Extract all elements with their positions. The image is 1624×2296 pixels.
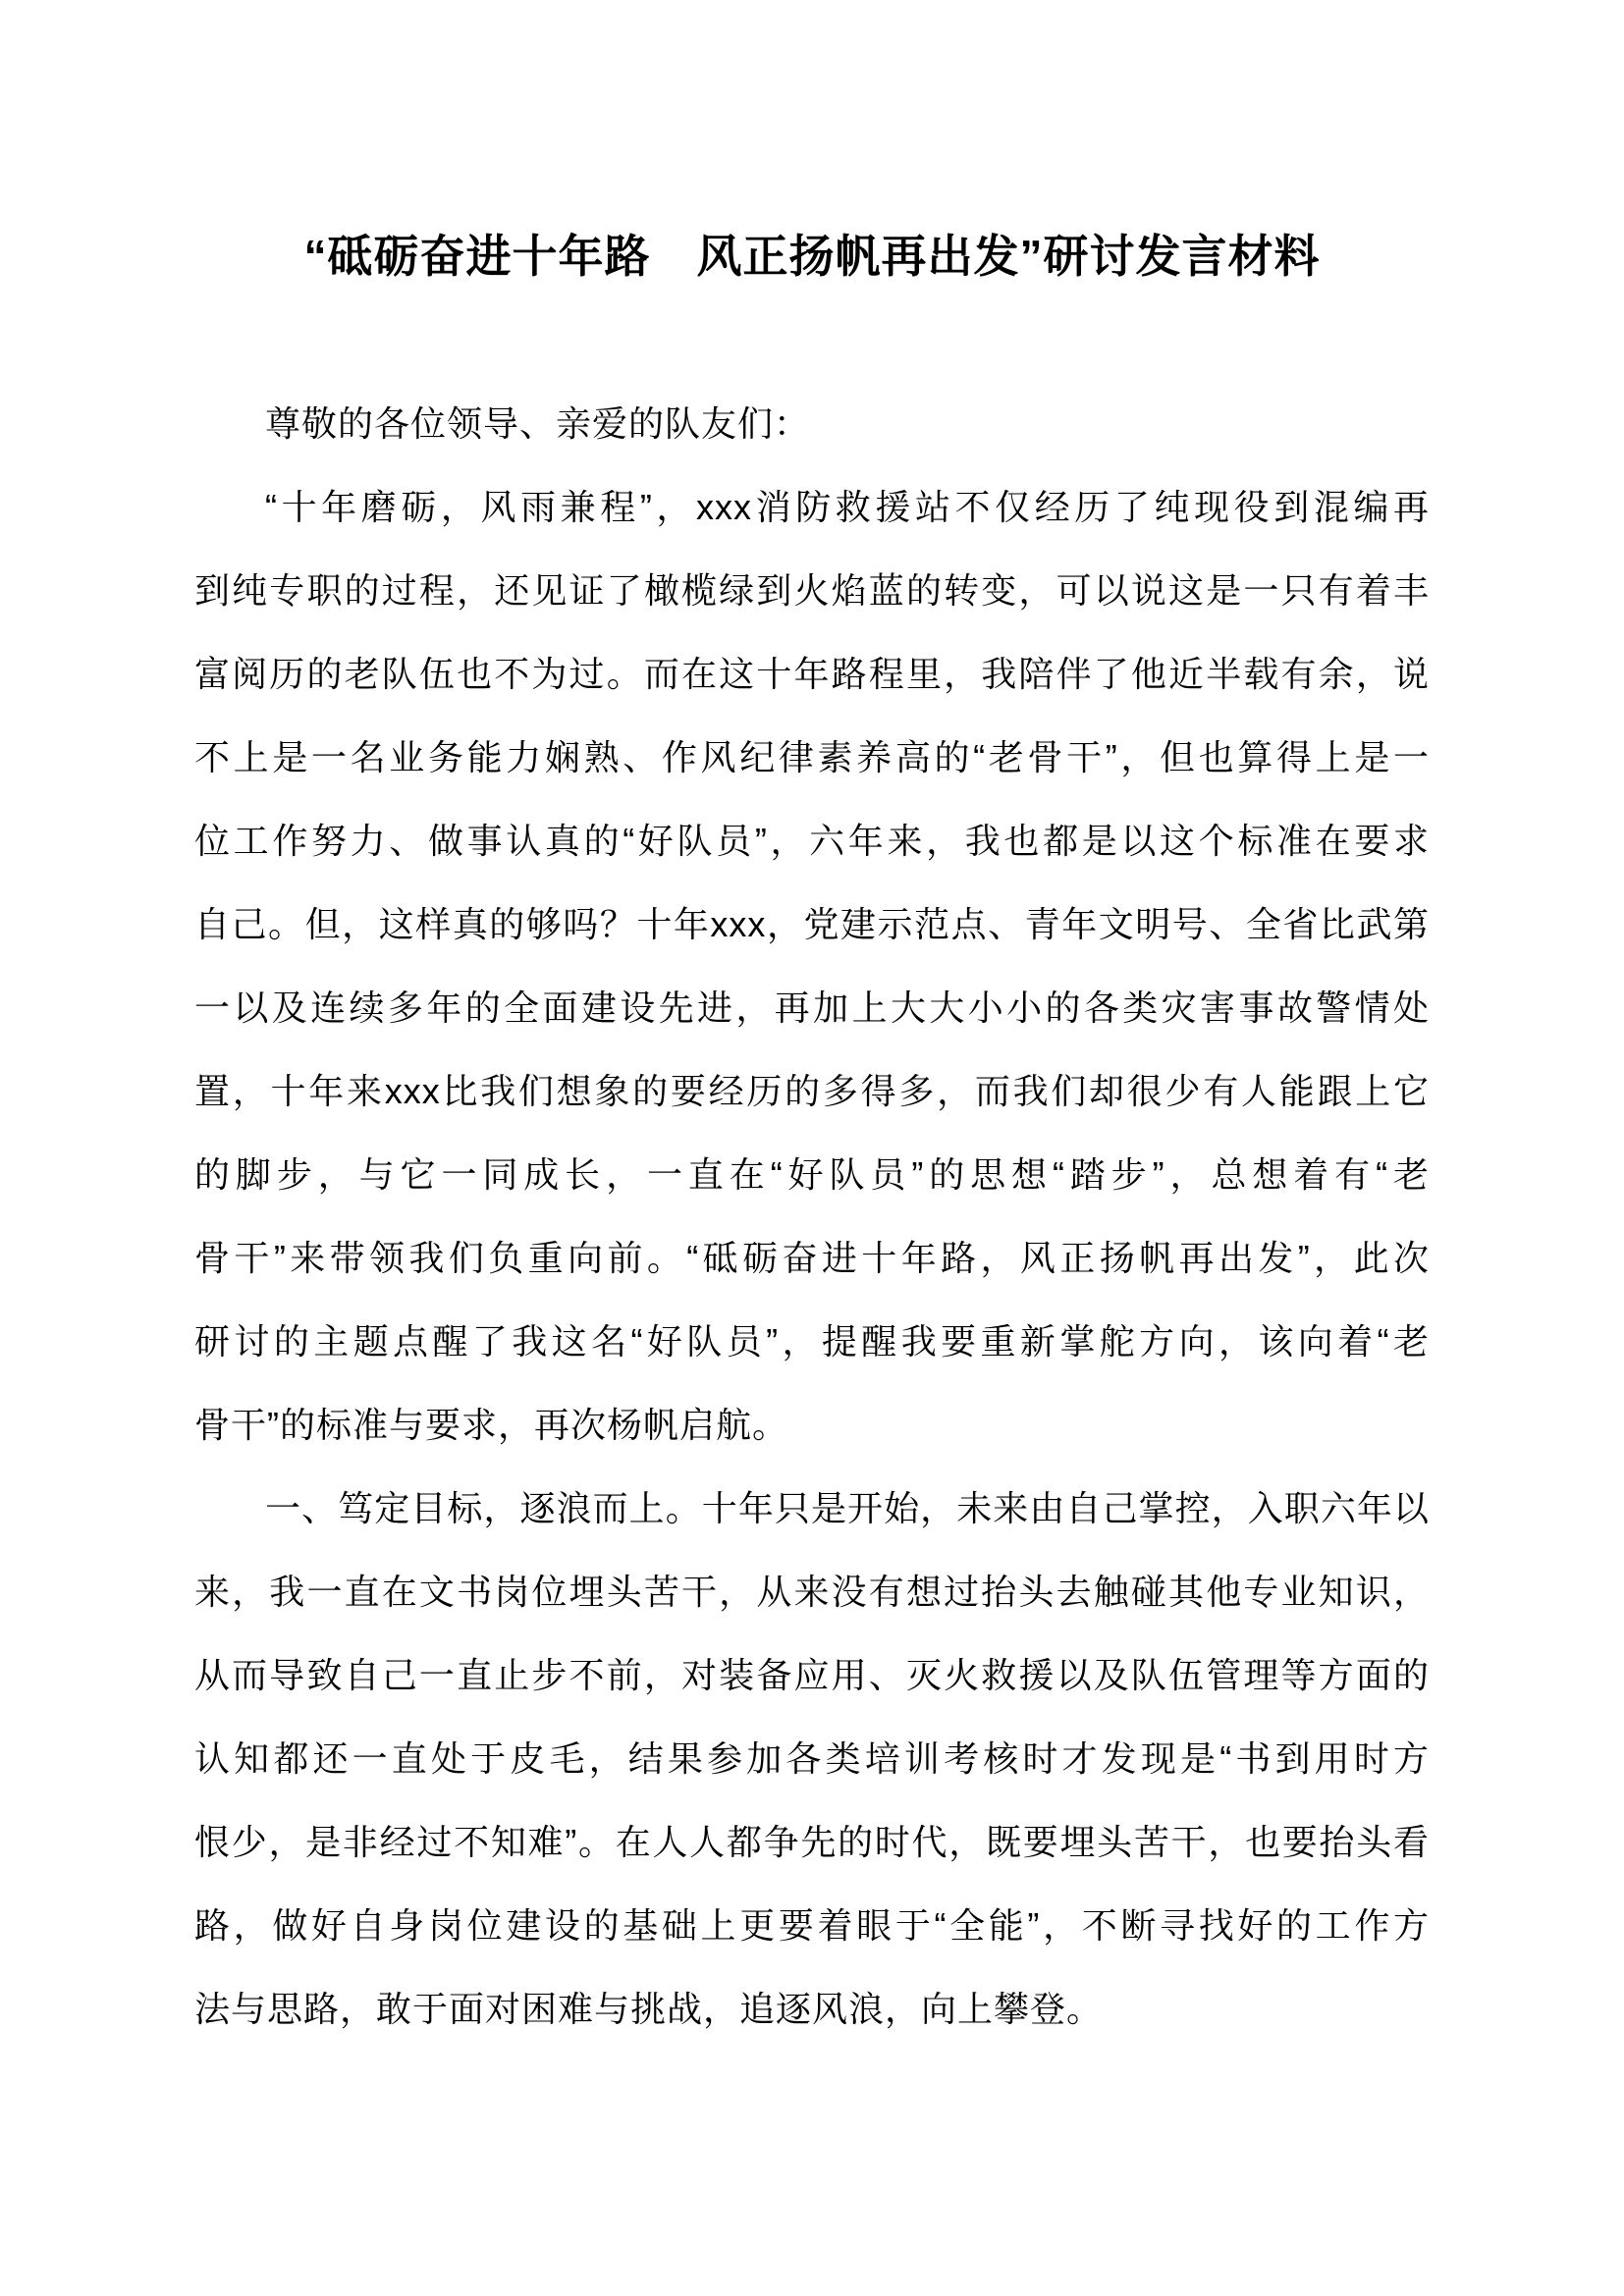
text-line: 来，我一直在文书岗位埋头苦干，从来没有想过抬头去触碰其他专业知识，: [194, 1572, 1430, 1612]
text-line: 的脚步，与它一同成长，一直在“好队员”的思想“踏步”，总想着有“老: [194, 1154, 1430, 1195]
document-title: “砥砺奋进十年路 风正扬帆再出发”研讨发言材料: [303, 231, 1321, 282]
text-line: 法与思路，敢于面对困难与挑战，追逐风浪，向上攀登。: [194, 1989, 1104, 2029]
text-line: 认知都还一直处于皮毛，结果参加各类培训考核时才发现是“书到用时方: [194, 1738, 1430, 1779]
text-line: 一、笃定目标，逐浪而上。十年只是开始，未来由自己掌控，入职六年以: [265, 1488, 1430, 1528]
text-line: 到纯专职的过程，还见证了橄榄绿到火焰蓝的转变，可以说这是一只有着丰: [194, 570, 1430, 611]
text-line: 置，十年来xxx比我们想象的要经历的多得多，而我们却很少有人能跟上它: [194, 1071, 1430, 1111]
document-body: [194, 382, 1430, 2051]
text-line: 从而导致自己一直止步不前，对装备应用、灭火救援以及队伍管理等方面的: [194, 1655, 1430, 1695]
text-line: 自己。但，这样真的够吗？十年xxx，党建示范点、青年文明号、全省比武第: [194, 904, 1430, 944]
text-line: 富阅历的老队伍也不为过。而在这十年路程里，我陪伴了他近半载有余，说: [194, 654, 1430, 694]
text-line: 恨少，是非经过不知难”。在人人都争先的时代，既要埋头苦干，也要抬头看: [194, 1822, 1430, 1862]
text-line: 一以及连续多年的全面建设先进，再加上大大小小的各类灾害事故警情处: [194, 988, 1430, 1028]
text-line: 骨干”来带领我们负重向前。“砥砺奋进十年路，风正扬帆再出发”，此次: [194, 1238, 1430, 1278]
text-line: 研讨的主题点醒了我这名“好队员”，提醒我要重新掌舵方向，该向着“老: [194, 1321, 1430, 1362]
text-line: “十年磨砺，风雨兼程”，xxx消防救援站不仅经历了纯现役到混编再: [265, 487, 1430, 527]
text-line: 位工作努力、做事认真的“好队员”，六年来，我也都是以这个标准在要求: [194, 821, 1430, 861]
text-line: 路，做好自身岗位建设的基础上更要着眼于“全能”，不断寻找好的工作方: [194, 1905, 1430, 1946]
text-line: 尊敬的各位领导、亲爱的队友们：: [265, 403, 811, 444]
text-line: 不上是一名业务能力娴熟、作风纪律素养高的“老骨干”，但也算得上是一: [194, 737, 1430, 777]
text-line: 骨干”的标准与要求，再次杨帆启航。: [194, 1405, 788, 1445]
